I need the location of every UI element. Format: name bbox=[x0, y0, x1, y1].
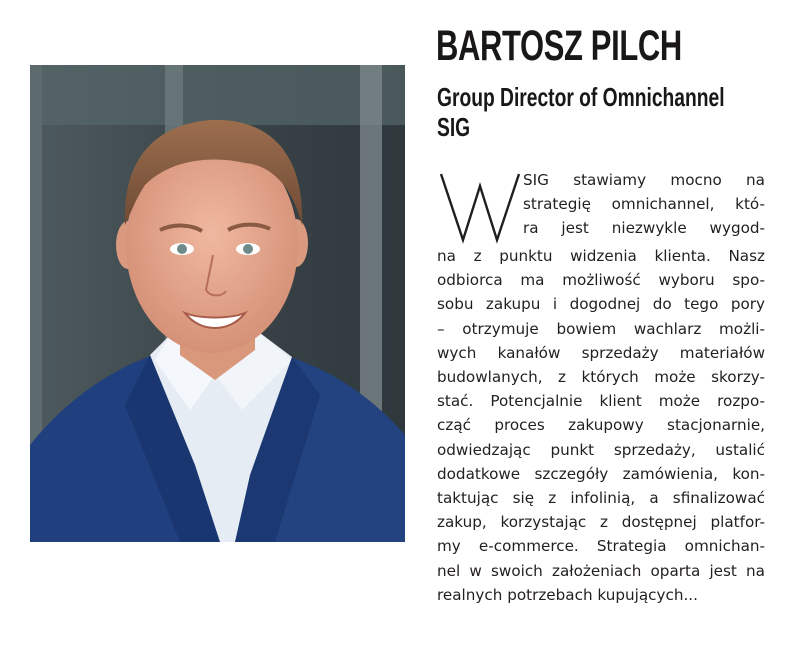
article-line: my e-commerce. Strategia omnichan- bbox=[437, 537, 765, 556]
article-line: zakup, korzystając z dostępnej platfor- bbox=[437, 513, 765, 532]
article-line: realnych potrzebach kupujących... bbox=[437, 585, 698, 604]
job-title bbox=[437, 82, 725, 142]
article-line: odbiorca ma możliwość wyboru spo- bbox=[437, 271, 765, 290]
article-line: nel w swoich założeniach oparta jest na bbox=[437, 561, 765, 580]
portrait-photo bbox=[30, 65, 405, 542]
job-title-line-2: SIG bbox=[437, 112, 471, 142]
article-line: budowlanych, z których może skorzy- bbox=[437, 368, 765, 387]
article-line: na z punktu widzenia klienta. Nasz bbox=[437, 247, 765, 265]
person-name: BARTOSZ PILCH bbox=[436, 22, 682, 70]
job-title-line-1: Group Director of Omnichannel bbox=[437, 82, 725, 112]
article-line: – otrzymuje bowiem wachlarz możli- bbox=[437, 319, 765, 338]
article-line: cząć proces zakupowy stacjonarnie, bbox=[437, 416, 765, 435]
article-line: wych kanałów sprzedaży materiałów bbox=[437, 343, 765, 362]
article-line: stać. Potencjalnie klient może rozpo- bbox=[437, 392, 765, 411]
portrait-illustration bbox=[30, 65, 405, 542]
article-line: strategię omnichannel, któ- bbox=[523, 195, 765, 214]
article-line: sobu zakupu i dogodnej do tego pory bbox=[437, 295, 765, 314]
article-line: SIG stawiamy mocno na bbox=[523, 171, 765, 189]
dropcap-letter-w bbox=[437, 168, 523, 244]
article-line: ra jest niezwykle wygod- bbox=[523, 219, 765, 238]
article-line: taktując się z infolinią, a sfinalizować bbox=[437, 489, 765, 508]
article-line: odwiedzając punkt sprzedaży, ustalić bbox=[437, 440, 765, 459]
article-body bbox=[437, 168, 765, 607]
article-line: dodatkowe szczegóły zamówienia, kon- bbox=[437, 464, 765, 483]
